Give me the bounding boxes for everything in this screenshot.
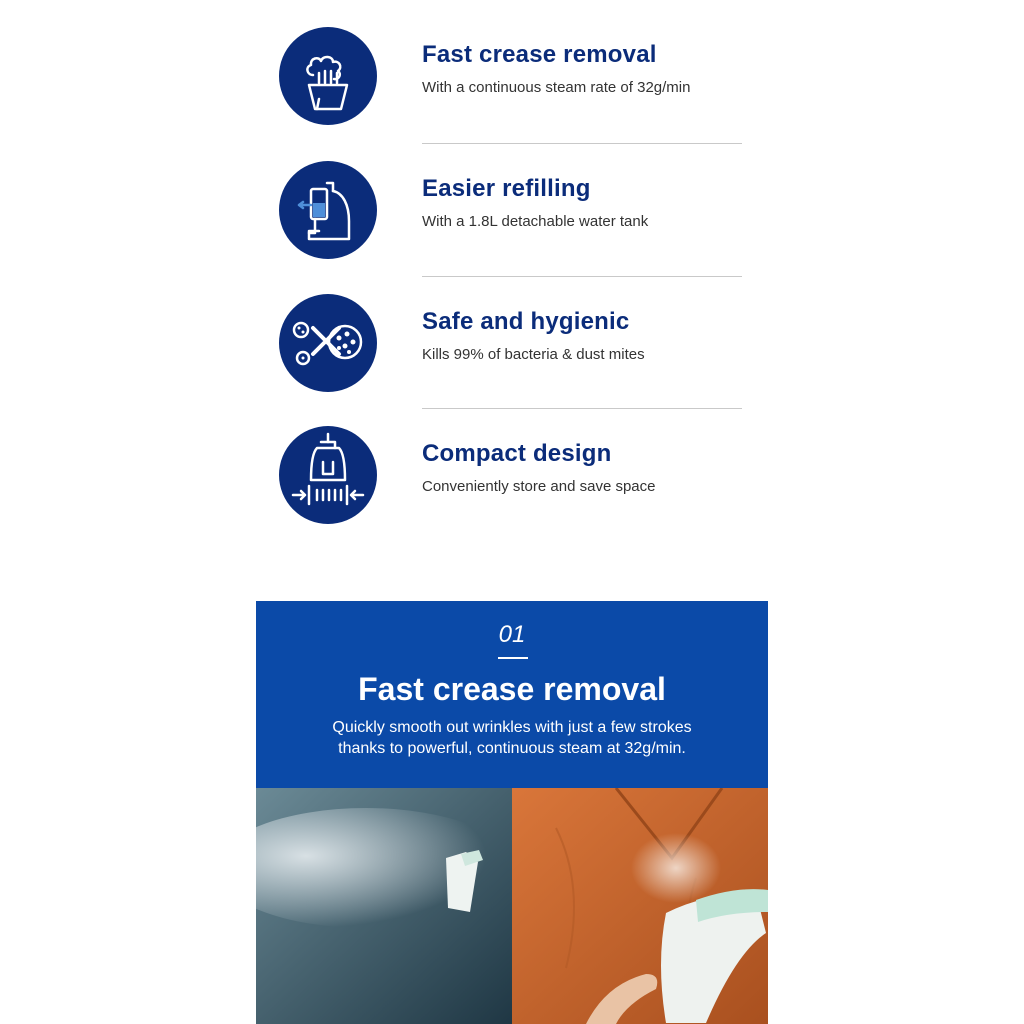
feature-title: Compact design [422, 440, 612, 467]
promo-number-underline [498, 657, 528, 659]
feature-title: Fast crease removal [422, 41, 657, 68]
promo-number: 01 [498, 621, 526, 648]
feature-compact-design [279, 426, 749, 526]
feature-safe-and-hygienic [279, 294, 749, 394]
divider [422, 408, 742, 409]
feature-subtitle: Conveniently store and save space [422, 478, 656, 495]
feature-fast-crease-removal [279, 27, 749, 127]
divider [422, 143, 742, 144]
feature-title: Safe and hygienic [422, 308, 630, 335]
promo-heading: Fast crease removal [358, 671, 666, 707]
feature-subtitle: With a 1.8L detachable water tank [422, 213, 649, 230]
feature-subtitle: Kills 99% of bacteria & dust mites [422, 346, 645, 363]
bacteria-kill-icon [279, 294, 377, 392]
promo-description [256, 717, 768, 759]
feature-subtitle: With a continuous steam rate of 32g/min [422, 79, 691, 96]
product-photo [256, 788, 768, 1024]
promo-banner [256, 601, 768, 788]
divider [422, 276, 742, 277]
feature-title: Easier refilling [422, 175, 591, 202]
promo-description-line: thanks to powerful, continuous steam at 32g/min. [338, 740, 686, 757]
water-tank-icon [279, 161, 377, 259]
promo-section [256, 601, 768, 1024]
compact-design-icon [279, 426, 377, 524]
promo-description-line: Quickly smooth out wrinkles with just a few strokes [332, 719, 692, 736]
feature-easier-refilling [279, 161, 749, 261]
steam-icon [279, 27, 377, 125]
